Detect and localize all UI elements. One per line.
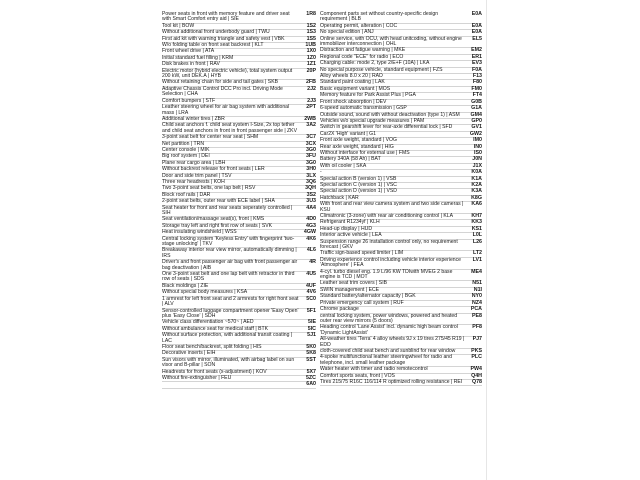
equipment-code: PKS xyxy=(471,347,482,354)
equipment-code: 5K0 xyxy=(306,343,316,350)
equipment-description: Sun visors with mirror, illuminated, with airbag label on sun visor and B-pillar | SON xyxy=(162,356,295,369)
equipment-code: NZ4 xyxy=(471,299,482,306)
equipment-description: Standard paint coating | LAK xyxy=(320,79,385,86)
equipment-code: J1X xyxy=(472,162,482,169)
equipment-description: Three rear headrests | KOH xyxy=(162,178,225,185)
equipment-code: GM4 xyxy=(470,111,482,118)
equipment-description: 6-speed automatic transmission | GSP xyxy=(320,105,407,112)
equipment-description: Hatchback | KAR xyxy=(320,194,359,201)
equipment-description: Without special body measures | KSA xyxy=(162,289,248,296)
equipment-code: 5IE xyxy=(308,319,316,326)
equipment-code: 3QH xyxy=(305,185,316,192)
equipment-description: Central locking system 'Keyless Entry' with fingerprint 'two-stage unlocking' | TKV xyxy=(162,235,295,248)
equipment-description: Big roof system | DEI xyxy=(162,153,210,160)
equipment-description: Special action B (version 1) | VSB xyxy=(320,175,397,182)
equipment-code: E0A xyxy=(471,22,482,29)
equipment-code: F13 xyxy=(472,73,482,80)
equipment-description: Additional winter tires | ZBR xyxy=(162,115,225,122)
equipment-description: 1 armrest for left front seat and 2 armrests for right front seat | ALV xyxy=(162,295,299,308)
equipment-code: 2FB xyxy=(305,79,316,86)
equipment-description: One 3-point seat belt and one lap belt with retractor in third row of seats | SDS xyxy=(162,271,295,283)
equipment-code: 4A4 xyxy=(306,204,316,211)
equipment-description: 4-spoke multifunctional leather steeringwheel for radio and telephone, incl. small leather package xyxy=(320,354,452,366)
equipment-description: Climatronic (3-zone) with rear air conditioning control | KLA xyxy=(320,213,453,219)
equipment-description: Front axle weight, standard | VOG xyxy=(320,137,397,144)
equipment-code: 2PT xyxy=(306,104,316,111)
equipment-description: Online service, with OCU, with head unitcoding, without engine immobilizer interconnection | OHL xyxy=(320,35,462,48)
equipment-description: Sensor-controlled luggage compartment opener 'Easy Open' plus 'Easy Close' | SDH xyxy=(162,307,299,319)
equipment-code: EM2 xyxy=(471,47,482,54)
equipment-code: 3G0 xyxy=(305,146,316,153)
equipment-description: Vehicle class differentiation ~570~ | AED xyxy=(162,319,254,326)
equipment-code: 3A2 xyxy=(306,122,316,129)
equipment-description: Basic equipment variant | MOS xyxy=(320,85,391,92)
equipment-code: LV1 xyxy=(472,256,482,263)
equipment-code: 1Z1 xyxy=(306,61,316,68)
equipment-code: 3S2 xyxy=(306,191,316,198)
equipment-code: Q78 xyxy=(471,378,482,385)
equipment-description: Center console | MIK xyxy=(162,146,210,153)
equipment-description: Without ambulance seat for medical staff | BTK xyxy=(162,325,268,332)
equipment-description: Tires 215/75 R16C 116/114 R optimized rolling resistance | REI xyxy=(320,378,463,385)
equipment-description: Driving experience control including vehicle interior experience 'Atmosphere' | FEA xyxy=(320,256,462,269)
equipment-description: Front shock absorption | DEV xyxy=(320,98,387,105)
equipment-code: 3FU xyxy=(305,153,316,160)
equipment-description: Special action D (version 1) | VSD xyxy=(320,188,397,195)
equipment-description: Interior active vehicle | LEA xyxy=(320,232,382,239)
equipment-description: Rear axle weight, standard | HIG xyxy=(320,143,394,150)
equipment-code: 3H0 xyxy=(306,166,316,173)
equipment-description: Outside sound, sound with without deactivation (type 1) | ASM xyxy=(320,111,460,118)
equipment-code: K3A xyxy=(471,188,482,195)
equipment-description: Car2X 'High' variant | G1 xyxy=(320,130,376,137)
equipment-code: 5IC xyxy=(307,325,316,332)
equipment-code: 5ST xyxy=(306,356,316,363)
equipment-description: All-weather tires 'Terra' 4 alloy wheels 9J x 19 tires 275/45 R19 | EDD xyxy=(320,336,465,348)
equipment-description: Suspension range 26 installation control only, no requirement forecast | GKV xyxy=(320,238,458,251)
equipment-description: Chrome package xyxy=(320,306,359,313)
equipment-description: Headrests for front seats (x-adjustment) | KOV xyxy=(162,368,267,375)
equipment-description: Net partition | TRN xyxy=(162,140,204,147)
equipment-code: 1S2 xyxy=(306,22,316,29)
equipment-description: Refrigerant R1234yf | KLH xyxy=(320,219,380,226)
equipment-description: Without surface protection, with additional transit coating | LAC xyxy=(162,332,293,344)
equipment-code: F0A xyxy=(471,66,482,73)
equipment-code: E0A xyxy=(471,29,482,36)
equipment-code: 4V6 xyxy=(306,289,316,296)
equipment-description: Private emergency call system | RUF xyxy=(320,299,404,306)
equipment-code: 5F1 xyxy=(306,307,316,314)
equipment-description: No special edition | ANJ xyxy=(320,29,374,36)
equipment-code: 3C7 xyxy=(306,134,316,141)
equipment-description: Heading control 'Lane Assist' incl. dynamic high beam control 'Dynamic LightAssist' xyxy=(320,324,458,336)
equipment-description: Water heater with timer and radio remotecontrol xyxy=(320,366,428,373)
equipment-code: G1A xyxy=(471,105,482,112)
equipment-code: N51 xyxy=(472,280,482,287)
equipment-description: Switch in gearshift lever for rear-axle differential lock | SFD xyxy=(320,124,453,131)
equipment-description: First aid kit with warning triangle and safety vest | VBK xyxy=(162,35,285,42)
equipment-code: KH7 xyxy=(471,213,482,219)
equipment-description: Disk brakes in front | RAV xyxy=(162,61,220,68)
equipment-description: W/o folding table on front seat backrest | KLT xyxy=(162,42,264,49)
equipment-code: 2J3 xyxy=(307,97,316,104)
equipment-code: K1A xyxy=(471,175,482,182)
equipment-description: Breakaway interior rear view mirror, automatically dimming | IRS xyxy=(162,247,297,259)
page-edge-divider xyxy=(486,0,487,480)
equipment-description: Initial standard fuel filling | KRM xyxy=(162,54,234,61)
equipment-code: K0A xyxy=(471,169,482,176)
equipment-code: 1S5 xyxy=(306,35,316,42)
equipment-description: Vehicles w/o special upgrade measures | PAM xyxy=(320,117,425,124)
equipment-description: 3-point seat belt for center rear seat | SHM xyxy=(162,134,259,141)
equipment-code: GW2 xyxy=(469,130,482,137)
equipment-code: E0A xyxy=(471,11,482,17)
equipment-description: Distraction and fatigue warning | MKE xyxy=(320,47,406,54)
equipment-code: IN0 xyxy=(473,143,482,150)
equipment-code: LT2 xyxy=(472,250,482,257)
equipment-description: Block roof rails | DAR xyxy=(162,191,211,198)
equipment-code: PJ7 xyxy=(472,336,482,343)
equipment-code: J0N xyxy=(472,156,482,163)
equipment-code: 4U5 xyxy=(306,271,316,278)
equipment-code: GP0 xyxy=(471,117,482,124)
equipment-code: PCA xyxy=(470,306,482,313)
equipment-description: Child seat anchors f. child seat system I-Size, 2x top tether and child seat anchors in front in front passenger side | ZKV xyxy=(162,122,297,134)
equipment-code: 5ZC xyxy=(305,374,316,381)
equipment-description: 2-point seat belts, outer rear with ECE label | SHA xyxy=(162,198,275,205)
equipment-description: Leather seat trim covers | SIB xyxy=(320,280,388,287)
equipment-description: No special purpose vehicle, standard equipment | FZS xyxy=(320,66,443,73)
equipment-description: Memory feature for Park Assist Plus | PGA xyxy=(320,92,416,99)
equipment-code: 3Q6 xyxy=(305,178,316,185)
equipment-code: 4D0 xyxy=(306,216,316,223)
equipment-description: Power seats in front with memory feature and driver seat with Smart Comfort entry aid | SIE xyxy=(162,11,290,23)
equipment-description: Seat heater for front and rear seats seperately controlled | SIH xyxy=(162,204,293,216)
equipment-code: 1R8 xyxy=(306,11,316,17)
equipment-code: PE8 xyxy=(471,312,482,319)
equipment-code: IS0 xyxy=(474,149,482,156)
equipment-description: Standard battery/alternator capacity | BGK xyxy=(320,293,416,300)
equipment-description: 4-cyl. turbo diesel eng. 1.9 L/96 KW TDIwith MVEG 2 base engine is TCD | MOT xyxy=(320,268,453,281)
equipment-code: 6A0 xyxy=(306,381,316,388)
equipment-code: IM0 xyxy=(473,137,482,144)
equipment-description: Comfort sports seats, front | VOS xyxy=(320,372,395,379)
equipment-description: Without interface for external use | FMS xyxy=(320,149,410,156)
equipment-description: Charging cable: mode 2, type 2/E+F (10A) | LKA xyxy=(320,60,430,67)
equipment-description: Head-up display | HUD xyxy=(320,225,372,232)
equipment-description: central locking system, power windows, powered and heated outer rear view mirrors (5 doors) xyxy=(320,312,458,324)
equipment-code: 5J1 xyxy=(307,332,316,339)
equipment-entry xyxy=(320,258,482,270)
equipment-description: Traffic sign-based speed limiter | LIM xyxy=(320,250,404,257)
equipment-description: Driver's and front passenger air bag with front passenger air bag deactivation | AIB xyxy=(162,259,298,271)
equipment-description: With front and rear view camera system and two side cameras | KSU xyxy=(320,201,464,213)
equipment-code: 3LX xyxy=(306,172,316,179)
equipment-description: Regional code "ECE" for radio | ECO xyxy=(320,53,404,60)
equipment-code: 3CX xyxy=(305,140,316,147)
equipment-code: PF8 xyxy=(472,324,482,331)
equipment-code: G0B xyxy=(471,98,482,105)
equipment-code: EV3 xyxy=(471,60,482,67)
equipment-code: K2A xyxy=(471,181,482,188)
left-column xyxy=(162,12,316,389)
equipment-code: NY0 xyxy=(471,293,482,300)
equipment-description: Tool kit | BOW xyxy=(162,22,195,29)
equipment-code: 4L6 xyxy=(306,247,316,254)
equipment-description: Without fire-extinguisher | FEU xyxy=(162,374,232,381)
equipment-description: Black moldings | ZIE xyxy=(162,282,209,289)
equipment-description: Without additional front underbody guard | TWU xyxy=(162,29,270,36)
equipment-description: Seat ventilation/massage seat(s), front | KMS xyxy=(162,216,265,223)
equipment-code: N1I xyxy=(473,286,482,293)
equipment-entry xyxy=(320,380,482,386)
equipment-code: 5X7 xyxy=(306,368,316,375)
equipment-description: Without retaining chain for side and tail gates | SKB xyxy=(162,79,278,86)
equipment-code: 4GW xyxy=(303,229,316,236)
equipment-entry xyxy=(162,382,316,388)
equipment-description: Heat insulating windshield | WSS xyxy=(162,229,237,236)
equipment-code: ME4 xyxy=(471,268,482,275)
equipment-description: Operating permit, alteration | COC xyxy=(320,22,398,29)
equipment-code: FT4 xyxy=(472,92,482,99)
equipment-code: KA6 xyxy=(471,201,482,208)
equipment-description: Comfort bumpers | STF xyxy=(162,97,216,104)
equipment-description: Floor seat bench/backrest, split folding | HIS xyxy=(162,343,262,350)
equipment-code: 1Z0 xyxy=(306,54,316,61)
equipment-entry xyxy=(162,297,316,309)
equipment-description: cloth-covered child seat bench and sunblind for rear window xyxy=(320,347,456,354)
equipment-code: 1S3 xyxy=(306,29,316,36)
equipment-code: 5C0 xyxy=(306,295,316,302)
equipment-code: ER1 xyxy=(471,53,482,60)
equipment-description: Two 3-point seat belts, one lap belt | RSV xyxy=(162,185,256,192)
equipment-code: KK3 xyxy=(471,219,482,226)
equipment-code: 4G3 xyxy=(305,222,316,229)
equipment-code: K8G xyxy=(471,194,482,201)
equipment-description: With oil cooler | SKA xyxy=(320,162,367,169)
equipment-code: L0L xyxy=(472,232,482,239)
equipment-description: Storage tray left and right first row of seats | SVK xyxy=(162,222,273,229)
equipment-code: 3U3 xyxy=(306,198,316,205)
equipment-description: Special action C (version 1) | VSC xyxy=(320,181,397,188)
equipment-code: 5K8 xyxy=(306,350,316,357)
equipment-code: EL5 xyxy=(472,35,482,42)
equipment-description: Leather steering wheel for air bag system with additional mass | LRA xyxy=(162,104,290,116)
equipment-description: SWIN management | ECE xyxy=(320,286,380,293)
equipment-entry xyxy=(162,358,316,370)
equipment-description: Electric motor (hybrid electric vehicle), total system output 200 kW, unit DEK.A | HYB xyxy=(162,67,293,80)
equipment-code: 3G0 xyxy=(305,159,316,166)
equipment-code: 4R xyxy=(309,259,316,266)
equipment-code: 4UF xyxy=(305,282,316,289)
right-column xyxy=(320,12,482,386)
equipment-code: PW4 xyxy=(470,366,482,373)
equipment-description: Plane rear cargo area | LBH xyxy=(162,159,226,166)
equipment-code: Q4H xyxy=(471,372,482,379)
equipment-code: KS1 xyxy=(471,225,482,232)
equipment-code: F80 xyxy=(472,79,482,86)
equipment-description: Adaptive Chassis Control DCC Pro incl. Driving Mode Selection | CHA xyxy=(162,85,283,98)
equipment-code: FM0 xyxy=(471,85,482,92)
equipment-code: 1UB xyxy=(305,42,316,49)
equipment-code: PLC xyxy=(471,354,482,361)
equipment-code: 1X0 xyxy=(306,48,316,55)
equipment-description: Door and side trim panel | TSV xyxy=(162,172,232,179)
equipment-code: L26 xyxy=(472,238,482,245)
equipment-description: Alloy wheels 8.0 x 20 | RAD xyxy=(320,73,383,80)
equipment-code: 2J2 xyxy=(307,85,316,92)
equipment-code: GV1 xyxy=(471,124,482,131)
equipment-code-document xyxy=(162,12,482,478)
equipment-description: - xyxy=(320,169,322,176)
equipment-description: Decorative inserts | EIH xyxy=(162,350,216,357)
equipment-description: Component parts set without country-specific design requirement | BLB xyxy=(320,11,439,23)
equipment-description: Battery 340A (58 Ah) | BAT xyxy=(320,156,381,163)
equipment-description: Without backrest release for front seats | LER xyxy=(162,166,265,173)
equipment-code: 2WB xyxy=(304,115,316,122)
equipment-code: 20P xyxy=(306,67,316,74)
equipment-description: Front wheel drive | ATA xyxy=(162,48,215,55)
equipment-code: 4K6 xyxy=(306,235,316,242)
equipment-entry xyxy=(162,87,316,99)
